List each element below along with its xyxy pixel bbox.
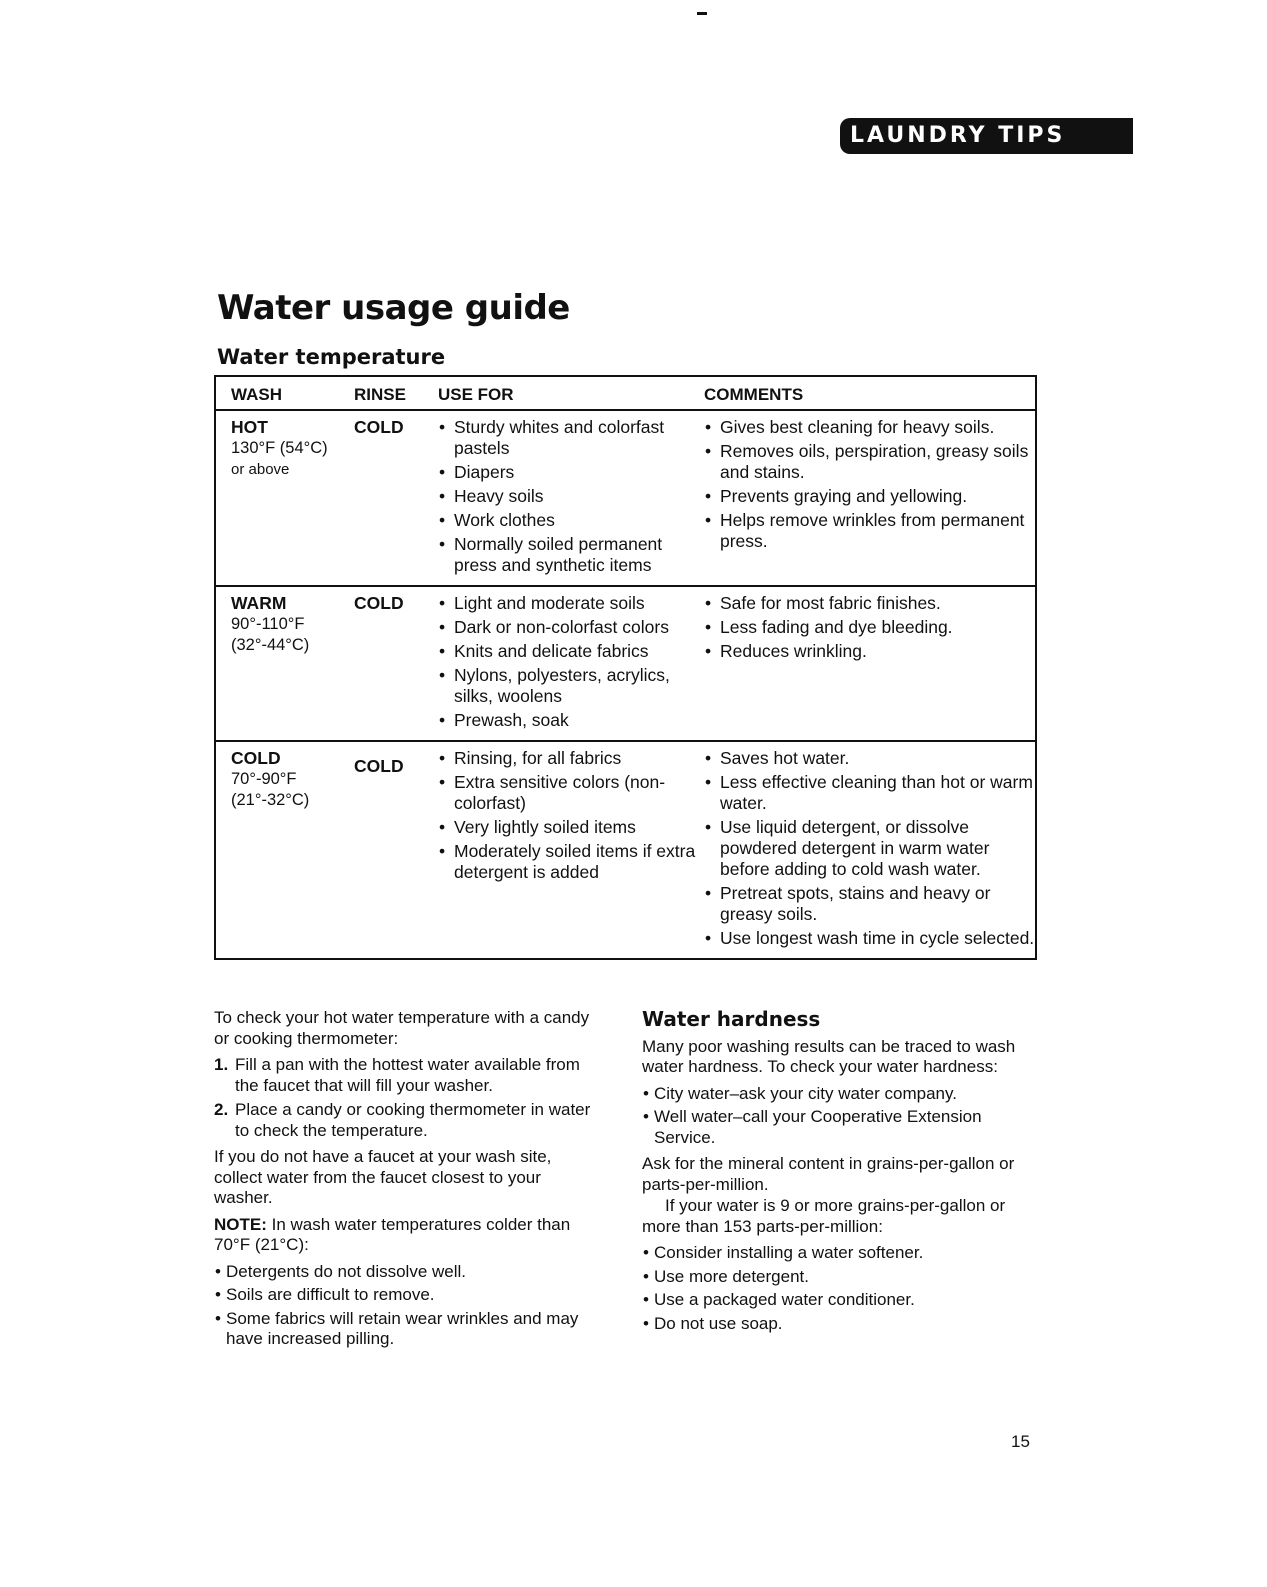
- list-item: • Safe for most fabric finishes.: [704, 593, 1035, 614]
- step-text: Fill a pan with the hottest water available from the faucet that will fill your washer.: [235, 1055, 580, 1095]
- step-item: [214, 1100, 599, 1141]
- list-item: • Some fabrics will retain wear wrinkles and may have increased pilling.: [214, 1309, 599, 1350]
- use-for-cell: [438, 741, 704, 959]
- wash-temp: 130°F (54°C): [231, 439, 328, 457]
- list-item: • Very lightly soiled items: [438, 817, 704, 838]
- rinse-cell: COLD: [354, 410, 438, 586]
- scan-mark: [697, 12, 707, 15]
- list-item: • Moderately soiled items if extra detergent is added: [438, 841, 704, 883]
- list-item: • Diapers: [438, 462, 704, 483]
- note-list: [214, 1262, 599, 1350]
- temperature-heading: Water temperature: [217, 345, 446, 369]
- list-item: • Work clothes: [438, 510, 704, 531]
- list-item: • Reduces wrinkling.: [704, 641, 1035, 662]
- intro-paragraph: To check your hot water temperature with a candy or cooking thermometer:: [214, 1008, 590, 1048]
- step-text: Place a candy or cooking thermometer in water to check the temperature.: [235, 1100, 591, 1140]
- list-item: • Knits and delicate fabrics: [438, 641, 704, 662]
- use-for-cell: [438, 410, 704, 586]
- water-hardness-section: [642, 1008, 1042, 1337]
- list-item: • Dark or non-colorfast colors: [438, 617, 704, 638]
- list-item: • Less effective cleaning than hot or warm water.: [704, 772, 1035, 814]
- list-item: • Light and moderate soils: [438, 593, 704, 614]
- header-wash: WASH: [215, 376, 354, 410]
- wash-name: WARM: [231, 593, 287, 613]
- list-item: • Helps remove wrinkles from permanent press.: [704, 510, 1035, 552]
- wash-cell: [215, 410, 354, 586]
- table-header-row: [215, 376, 1036, 410]
- thermometer-instructions: [214, 1008, 599, 1353]
- list-item: • Less fading and dye bleeding.: [704, 617, 1035, 638]
- wash-cell: [215, 741, 354, 959]
- list-item: • Use longest wash time in cycle selected.: [704, 928, 1035, 949]
- list-item: • Use a packaged water conditioner.: [642, 1290, 1042, 1311]
- list-item: • City water–ask your city water company.: [642, 1084, 1042, 1105]
- note-label: NOTE:: [214, 1214, 267, 1234]
- hardness-check-list: [642, 1084, 1042, 1149]
- list-item: • Consider installing a water softener.: [642, 1243, 1042, 1264]
- list-item: • Pretreat spots, stains and heavy or greasy soils.: [704, 883, 1035, 925]
- list-item: • Prewash, soak: [438, 710, 704, 731]
- faucet-paragraph: If you do not have a faucet at your wash site, collect water from the faucet closest to your washer.: [214, 1147, 552, 1207]
- page-number: 15: [1011, 1432, 1030, 1451]
- wash-note: or above: [231, 461, 290, 478]
- wash-temp-celsius: (32°-44°C): [231, 636, 310, 654]
- list-item: • Heavy soils: [438, 486, 704, 507]
- step-number: 2.: [214, 1100, 229, 1119]
- list-item: • Saves hot water.: [704, 748, 1035, 769]
- header-comments: COMMENTS: [704, 376, 1036, 410]
- hardness-action-list: [642, 1243, 1042, 1334]
- wash-name: COLD: [231, 748, 281, 768]
- header-rinse: RINSE: [354, 376, 438, 410]
- list-item: • Soils are difficult to remove.: [214, 1285, 599, 1306]
- list-item: • Rinsing, for all fabrics: [438, 748, 704, 769]
- list-item: • Removes oils, perspiration, greasy soils and stains.: [704, 441, 1035, 483]
- note-paragraph: [214, 1215, 599, 1256]
- rinse-cell: COLD: [354, 756, 404, 776]
- list-item: • Nylons, polyesters, acrylics, silks, woolens: [438, 665, 704, 707]
- note-text: In wash water temperatures colder than 70°F (21°C):: [214, 1214, 571, 1254]
- table-row-cold: [215, 741, 1036, 959]
- table-row-warm: [215, 586, 1036, 741]
- step-item: [214, 1055, 599, 1096]
- page-title: Water usage guide: [217, 288, 570, 328]
- water-temperature-table: [214, 375, 1037, 960]
- list-item: • Detergents do not dissolve well.: [214, 1262, 599, 1283]
- list-item: • Do not use soap.: [642, 1314, 1042, 1335]
- list-item: • Use more detergent.: [642, 1267, 1042, 1288]
- threshold-paragraph: If your water is 9 or more grains-per-gallon or more than 153 parts-per-million:: [642, 1196, 1006, 1236]
- ask-paragraph: Ask for the mineral content in grains-per-gallon or parts-per-million.: [642, 1154, 1015, 1194]
- wash-temp-celsius: (21°-32°C): [231, 791, 310, 809]
- comments-cell: [704, 586, 1036, 741]
- wash-cell: [215, 586, 354, 741]
- list-item: • Sturdy whites and colorfast pastels: [438, 417, 704, 459]
- table-row-hot: [215, 410, 1036, 586]
- list-item: • Prevents graying and yellowing.: [704, 486, 1035, 507]
- list-item: • Normally soiled permanent press and synthetic items: [438, 534, 704, 576]
- hardness-intro: Many poor washing results can be traced to wash water hardness. To check your water hardness:: [642, 1036, 1016, 1076]
- use-for-cell: [438, 586, 704, 741]
- header-use-for: USE FOR: [438, 376, 704, 410]
- comments-cell: [704, 741, 1036, 959]
- step-number: 1.: [214, 1055, 229, 1074]
- hardness-heading: Water hardness: [642, 1007, 821, 1031]
- list-item: • Extra sensitive colors (non-colorfast): [438, 772, 704, 814]
- wash-temp: 70°-90°F: [231, 770, 297, 788]
- comments-cell: [704, 410, 1036, 586]
- steps-list: [214, 1055, 599, 1141]
- list-item: • Gives best cleaning for heavy soils.: [704, 417, 1035, 438]
- list-item: • Well water–call your Cooperative Extension Service.: [642, 1107, 1042, 1148]
- section-tab: LAUNDRY TIPS: [840, 118, 1133, 154]
- list-item: • Use liquid detergent, or dissolve powdered detergent in warm water before adding to cold wash water.: [704, 817, 1035, 880]
- wash-temp: 90°-110°F: [231, 615, 305, 633]
- rinse-cell: COLD: [354, 586, 438, 741]
- wash-name: HOT: [231, 417, 268, 437]
